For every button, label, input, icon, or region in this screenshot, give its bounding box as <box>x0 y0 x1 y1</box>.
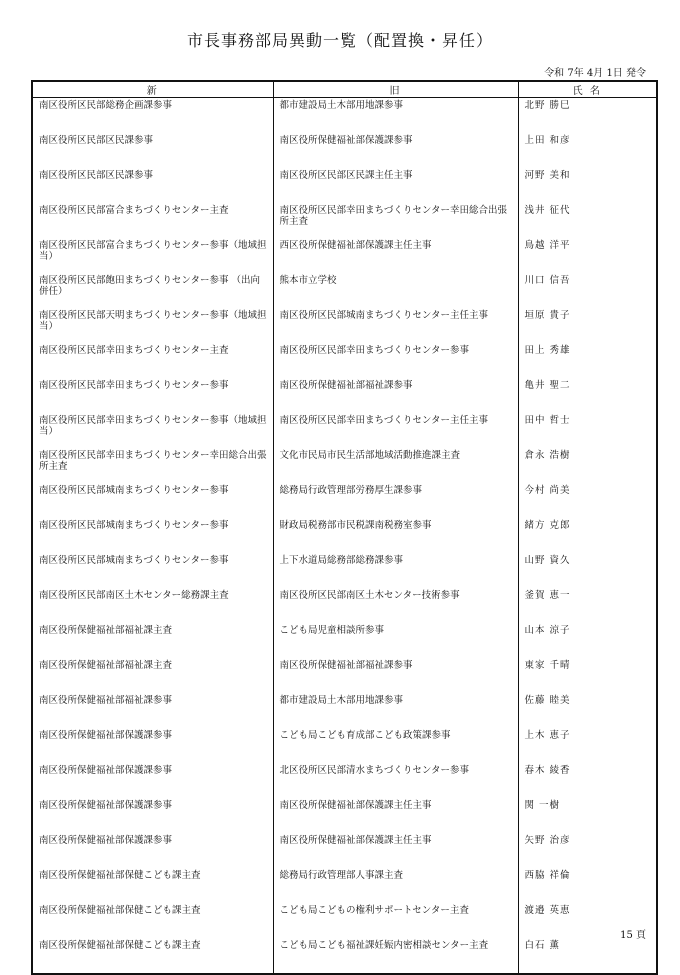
cell-name: 田中 哲士 <box>518 413 657 448</box>
header-new: 新 <box>32 81 273 98</box>
cell-name: 渡邉 英恵 <box>518 903 657 938</box>
table-row <box>32 623 657 658</box>
cell-new-post: 南区役所保健福祉部福祉課参事 <box>32 693 273 728</box>
cell-name: 東家 千晴 <box>518 658 657 693</box>
cell-new-post: 南区役所区民部幸田まちづくりセンター参事（地域担当） <box>32 413 273 448</box>
cell-name: 佐藤 睦美 <box>518 693 657 728</box>
cell-new-post: 南区役所保健福祉部福祉課主査 <box>32 623 273 658</box>
cell-name: 春木 綾香 <box>518 763 657 798</box>
cell-old-post: こども局こども福祉課妊娠内密相談センター主査 <box>273 938 518 974</box>
header-old: 旧 <box>273 81 518 98</box>
cell-name: 田上 秀雄 <box>518 343 657 378</box>
cell-new-post: 南区役所区民部飽田まちづくりセンター参事 （出向併任） <box>32 273 273 308</box>
table-row <box>32 553 657 588</box>
cell-old-post: 南区役所保健福祉部保護課参事 <box>273 133 518 168</box>
cell-new-post: 南区役所区民部富合まちづくりセンター主査 <box>32 203 273 238</box>
cell-old-post: 西区役所保健福祉部保護課主任主事 <box>273 238 518 273</box>
cell-name: 浅井 征代 <box>518 203 657 238</box>
cell-new-post: 南区役所保健福祉部保護課参事 <box>32 763 273 798</box>
cell-old-post: 財政局税務部市民税課南税務室参事 <box>273 518 518 553</box>
cell-old-post: 総務局行政管理部労務厚生課参事 <box>273 483 518 518</box>
cell-name: 関 一樹 <box>518 798 657 833</box>
table-row <box>32 833 657 868</box>
cell-old-post: こども局こども育成部こども政策課参事 <box>273 728 518 763</box>
cell-name: 鳥越 洋平 <box>518 238 657 273</box>
cell-old-post: 文化市民局市民生活部地域活動推進課主査 <box>273 448 518 483</box>
cell-old-post: こども局こどもの権利サポートセンター主査 <box>273 903 518 938</box>
issue-date: 令和 7年 4月 1日 発令 <box>544 68 646 79</box>
cell-old-post: 南区役所保健福祉部福祉課参事 <box>273 658 518 693</box>
cell-name: 釜賀 恵一 <box>518 588 657 623</box>
cell-name: 山本 涼子 <box>518 623 657 658</box>
table-row <box>32 728 657 763</box>
table-row <box>32 763 657 798</box>
cell-old-post: 南区役所保健福祉部福祉課参事 <box>273 378 518 413</box>
cell-name: 上木 恵子 <box>518 728 657 763</box>
cell-new-post: 南区役所区民部幸田まちづくりセンター主査 <box>32 343 273 378</box>
cell-new-post: 南区役所区民部区民課参事 <box>32 133 273 168</box>
cell-old-post: 南区役所区民部幸田まちづくりセンター幸田総合出張所主査 <box>273 203 518 238</box>
table-row <box>32 413 657 448</box>
cell-new-post: 南区役所保健福祉部保護課参事 <box>32 798 273 833</box>
cell-old-post: 北区役所区民部清水まちづくりセンター参事 <box>273 763 518 798</box>
cell-name: 上田 和彦 <box>518 133 657 168</box>
table-row <box>32 518 657 553</box>
table-row <box>32 133 657 168</box>
cell-new-post: 南区役所保健福祉部福祉課主査 <box>32 658 273 693</box>
table-row <box>32 343 657 378</box>
cell-old-post: 南区役所保健福祉部保護課主任主事 <box>273 833 518 868</box>
cell-name: 川口 信吾 <box>518 273 657 308</box>
cell-new-post: 南区役所保健福祉部保護課参事 <box>32 833 273 868</box>
cell-new-post: 南区役所保健福祉部保健こども課主査 <box>32 938 273 974</box>
table-row <box>32 98 657 134</box>
cell-old-post: 熊本市立学校 <box>273 273 518 308</box>
cell-new-post: 南区役所保健福祉部保健こども課主査 <box>32 868 273 903</box>
table-row <box>32 203 657 238</box>
cell-new-post: 南区役所区民部城南まちづくりセンター参事 <box>32 553 273 588</box>
page-title: 市長事務部局異動一覧（配置換・昇任） <box>186 31 493 50</box>
cell-old-post: 南区役所保健福祉部保護課主任主事 <box>273 798 518 833</box>
cell-new-post: 南区役所区民部区民課参事 <box>32 168 273 203</box>
table-row <box>32 903 657 938</box>
cell-name: 矢野 治彦 <box>518 833 657 868</box>
table-row <box>32 273 657 308</box>
cell-old-post: 南区役所区民部城南まちづくりセンター主任主事 <box>273 308 518 343</box>
cell-name: 白石 薫 <box>518 938 657 974</box>
cell-new-post: 南区役所保健福祉部保健こども課主査 <box>32 903 273 938</box>
cell-new-post: 南区役所区民部天明まちづくりセンター参事（地域担当） <box>32 308 273 343</box>
cell-old-post: 総務局行政管理部人事課主査 <box>273 868 518 903</box>
table-row <box>32 448 657 483</box>
cell-name: 緒方 克郎 <box>518 518 657 553</box>
cell-new-post: 南区役所区民部城南まちづくりセンター参事 <box>32 483 273 518</box>
personnel-table <box>31 80 658 975</box>
cell-old-post: 南区役所区民部幸田まちづくりセンター主任主事 <box>273 413 518 448</box>
table-header-row <box>32 81 657 98</box>
table-row <box>32 588 657 623</box>
cell-old-post: 都市建設局土木部用地課参事 <box>273 693 518 728</box>
cell-new-post: 南区役所区民部総務企画課参事 <box>32 98 273 134</box>
cell-name: 今村 尚美 <box>518 483 657 518</box>
cell-name: 倉永 浩樹 <box>518 448 657 483</box>
table-row <box>32 308 657 343</box>
table-row <box>32 868 657 903</box>
table-row <box>32 798 657 833</box>
cell-name: 山野 資久 <box>518 553 657 588</box>
table-row <box>32 378 657 413</box>
cell-new-post: 南区役所区民部富合まちづくりセンター参事（地域担当） <box>32 238 273 273</box>
cell-new-post: 南区役所区民部城南まちづくりセンター参事 <box>32 518 273 553</box>
table-row <box>32 938 657 974</box>
table-row <box>32 693 657 728</box>
cell-old-post: 南区役所区民部南区土木センター技術参事 <box>273 588 518 623</box>
cell-old-post: こども局児童相談所参事 <box>273 623 518 658</box>
header-name: 氏 名 <box>518 81 657 98</box>
cell-old-post: 南区役所区民部幸田まちづくりセンター参事 <box>273 343 518 378</box>
cell-name: 北野 勝巳 <box>518 98 657 134</box>
cell-new-post: 南区役所区民部南区土木センター総務課主査 <box>32 588 273 623</box>
table-row <box>32 238 657 273</box>
table-row <box>32 483 657 518</box>
table-row <box>32 658 657 693</box>
cell-old-post: 南区役所区民部区民課主任主事 <box>273 168 518 203</box>
table-row <box>32 168 657 203</box>
cell-name: 西脇 祥倫 <box>518 868 657 903</box>
page-number: 15 頁 <box>620 930 646 941</box>
cell-name: 亀井 聖二 <box>518 378 657 413</box>
cell-new-post: 南区役所保健福祉部保護課参事 <box>32 728 273 763</box>
cell-old-post: 都市建設局土木部用地課参事 <box>273 98 518 134</box>
cell-old-post: 上下水道局総務部総務課参事 <box>273 553 518 588</box>
cell-new-post: 南区役所区民部幸田まちづくりセンター幸田総合出張所主査 <box>32 448 273 483</box>
cell-new-post: 南区役所区民部幸田まちづくりセンター参事 <box>32 378 273 413</box>
cell-name: 垣原 貴子 <box>518 308 657 343</box>
cell-name: 河野 美和 <box>518 168 657 203</box>
